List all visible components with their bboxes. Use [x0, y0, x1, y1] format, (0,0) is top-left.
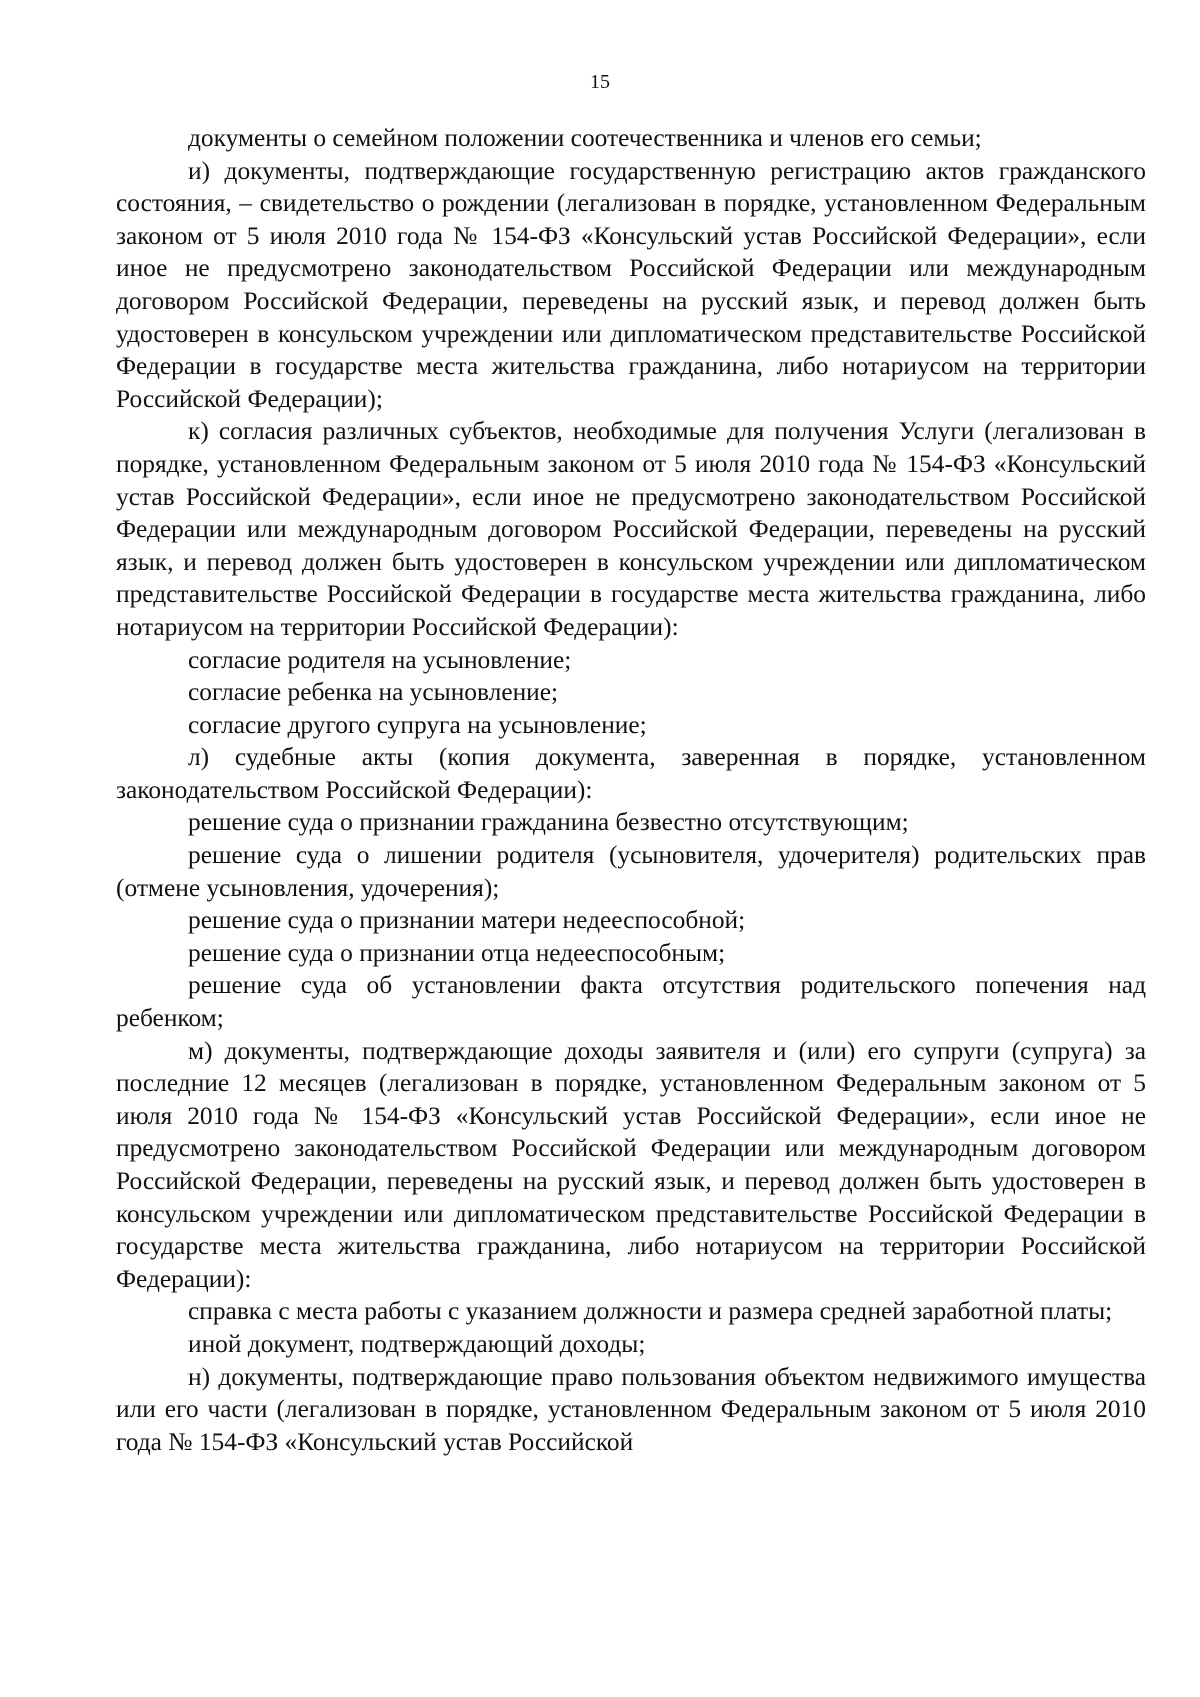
paragraph-item-l: л) судебные акты (копия документа, заверенная в порядке, установленном законодательством Российской Федерации):	[116, 743, 1146, 804]
paragraph-item-n: н) документы, подтверждающие право пользования объектом недвижимого имущества или его части (легализован в порядке, установленном Федеральным законом от 5 июля 2010 года № 154-ФЗ «Консульский устав Российской	[116, 1362, 1146, 1456]
list-item-father-incapacity-ruling: решение суда о признании отца недееспособным;	[188, 938, 726, 967]
list-item-mother-incapacity-ruling: решение суда о признании матери недееспособной;	[188, 906, 746, 935]
list-item-missing-person-ruling: решение суда о признании гражданина безвестно отсутствующим;	[188, 808, 909, 837]
list-item-spouse-consent: согласие другого супруга на усыновление;	[188, 710, 647, 739]
document-body	[116, 122, 1146, 1458]
list-item-child-consent: согласие ребенка на усыновление;	[188, 678, 559, 707]
list-item-parental-care-ruling: решение суда об установлении факта отсутствия родительского попечения над ребенком;	[116, 971, 1146, 1033]
list-item-employment-certificate: справка с места работы с указанием должности и размера средней заработной платы;	[188, 1297, 1113, 1326]
list-item-parental-rights-ruling: решение суда о лишении родителя (усыновителя, удочерителя) родительских прав (отмене усыновления, удочерения);	[116, 841, 1146, 902]
paragraph-item-i: и) документы, подтверждающие государственную регистрацию актов гражданского состояния, – свидетельство о рождении (легализован в порядке, установленном Федеральным законом от 5 июля 2010 года № 154-ФЗ «Консульский устав Российской Федерации», если иное не предусмотрено законодательством Российской Федерации или международным договором Российской Федерации, переведены на русский язык, и перевод должен быть удостоверен в консульском учреждении или дипломатическом представительстве Российской Федерации в государстве места жительства гражданина, либо нотариусом на территории Российской Федерации);	[116, 156, 1146, 413]
page-number: 15	[590, 71, 610, 93]
paragraph-item-m: м) документы, подтверждающие доходы заявителя и (или) его супруги (супруга) за последние 12 месяцев (легализован в порядке, установленном Федеральным законом от 5 июля 2010 года № 154-ФЗ «Консульский устав Российской Федерации», если иное не предусмотрено законодательством Российской Федерации или международным договором Российской Федерации, переведены на русский язык, и перевод должен быть удостоверен в консульском учреждении или дипломатическом представительстве Российской Федерации в государстве места жительства гражданина, либо нотариусом на территории Российской Федерации):	[116, 1036, 1146, 1293]
paragraph-family-documents: документы о семейном положении соотечественника и членов его семьи;	[188, 124, 982, 152]
paragraph-item-k: к) согласия различных субъектов, необходимые для получения Услуги (легализован в порядке, установленном Федеральным законом от 5 июля 2010 года № 154-ФЗ «Консульский устав Российской Федерации», если иное не предусмотрено законодательством Российской Федерации или международным договором Российской Федерации, переведены на русский язык, и перевод должен быть удостоверен в консульском учреждении или дипломатическом представительстве Российской Федерации в государстве места жительства гражданина, либо нотариусом на территории Российской Федерации):	[116, 417, 1146, 641]
list-item-other-income-document: иной документ, подтверждающий доходы;	[188, 1329, 646, 1358]
list-item-parent-consent: согласие родителя на усыновление;	[188, 645, 572, 674]
